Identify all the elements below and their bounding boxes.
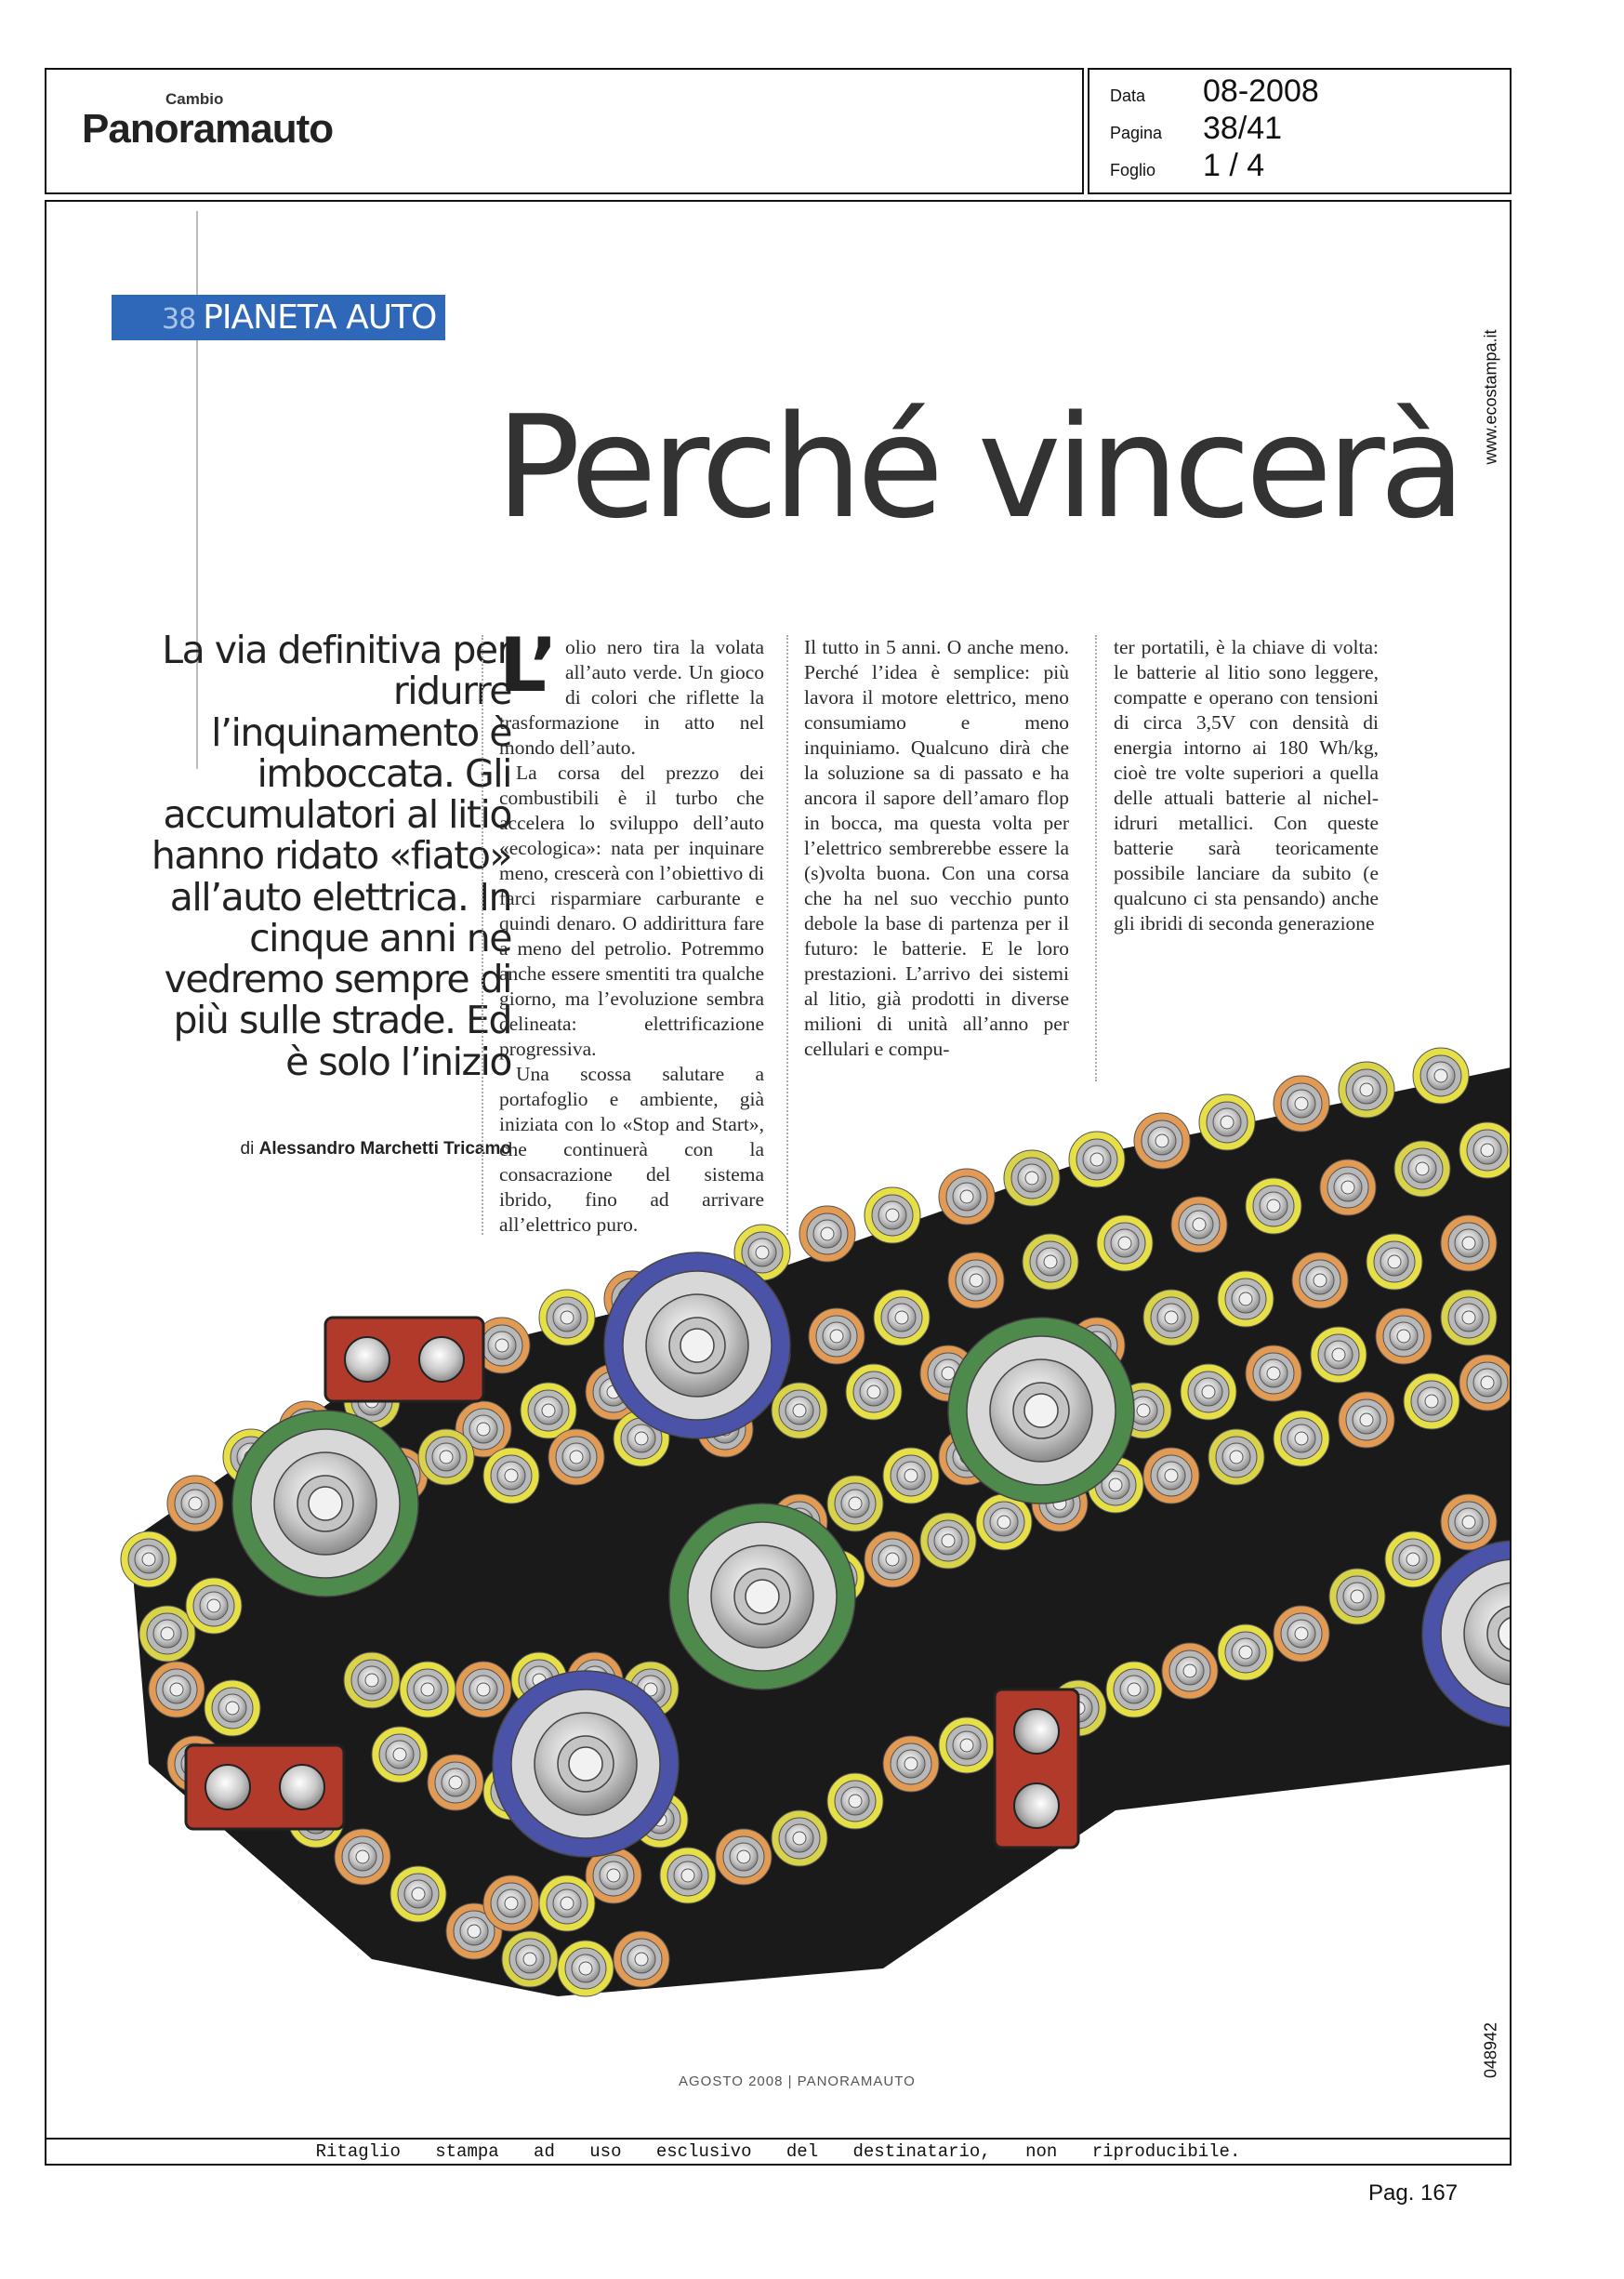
article-column-3	[1114, 635, 1379, 936]
battery-cell	[1274, 1411, 1329, 1466]
battery-cell	[483, 1875, 539, 1931]
paragraph: La corsa del prezzo dei combustibili è il turbo che accelera lo sviluppo dell’auto «ecologica»: nata per inquinare meno, crescerà con l’obiettivo di farci risparmiare carburante e quindi denaro. O addirittura fare a meno del petrolio. Potremmo anche essere smentiti tra qualche giorno, ma l’evoluzione sembra delineata: elettrificazione progressiva.	[499, 762, 764, 1060]
paragraph: Il tutto in 5 anni. O anche meno. Perché l’idea è semplice: più lavora il motore elettrico, meno consumiamo e meno inquiniamo. Qualcuno dirà che la soluzione sa di passato e ha ancora il sapore dell’amaro flop in bocca, ma questa volta per l’elettrico sembrerebbe essere la (s)volta buona. Con una corsa che ha nel suo vecchio punto debole la base di partenza per il futuro: le batterie. E le loro prestazioni. L’arrivo dei sistemi al litio, già prodotti in diverse milioni di unità all’anno per cellulari e compu-	[804, 636, 1069, 1060]
data-label: Data	[1110, 86, 1146, 105]
battery-cell	[948, 1252, 1004, 1308]
section-tag	[112, 295, 445, 340]
clipping-frame	[45, 200, 1512, 2164]
nine-volt-battery	[995, 1689, 1078, 1848]
battery-cell	[1329, 1569, 1385, 1624]
battery-cell	[772, 1383, 827, 1438]
battery-cell	[1069, 1132, 1125, 1187]
battery-cell	[1311, 1327, 1367, 1383]
battery-cell	[1404, 1373, 1459, 1429]
pagina-value: 38/41	[1203, 111, 1283, 146]
page-number: Pag. 167	[1368, 2180, 1459, 2206]
battery-cell	[1367, 1234, 1422, 1290]
section-title: PIANETA AUTO	[203, 298, 437, 337]
battery-cell	[1199, 1094, 1255, 1150]
section-page-number: 38	[162, 303, 196, 336]
battery-cell	[1143, 1448, 1199, 1504]
battery-cell	[865, 1531, 920, 1587]
paragraph: Una scossa salutare a portafoglio e ambiente, già iniziata con lo «Stop and Start», che continuerà con la consacrazione del sistema ibrido, fino ad arrivare all’elettrico puro.	[499, 1063, 764, 1236]
battery-cell	[428, 1755, 483, 1810]
battery-cell	[149, 1662, 205, 1717]
battery-cell	[205, 1680, 260, 1736]
large-battery-cell	[604, 1252, 790, 1438]
data-value: 08-2008	[1203, 73, 1319, 109]
header-logo-box	[45, 68, 1084, 194]
battery-cell	[1459, 1355, 1512, 1411]
logo-main-text: Panoramauto	[82, 106, 334, 152]
battery-cell	[1171, 1197, 1227, 1252]
battery-cell	[660, 1848, 716, 1903]
battery-cell	[939, 1169, 995, 1225]
drop-cap: L’	[499, 622, 558, 709]
battery-cell	[400, 1662, 456, 1717]
publication-logo	[82, 90, 333, 150]
battery-cell	[372, 1727, 428, 1782]
battery-cell	[846, 1364, 902, 1420]
battery-cell	[1441, 1494, 1497, 1550]
battery-cell	[1459, 1122, 1512, 1178]
battery-cell	[883, 1448, 939, 1504]
battery-cell	[1181, 1364, 1236, 1420]
large-battery-cell	[232, 1411, 418, 1597]
battery-cell	[539, 1875, 595, 1931]
battery-cell	[502, 1931, 558, 1987]
header-meta-box	[1088, 68, 1512, 194]
foglio-label: Foglio	[1110, 161, 1156, 179]
battery-cell	[1441, 1215, 1497, 1271]
battery-cell	[827, 1773, 883, 1829]
battery-cell	[865, 1187, 920, 1243]
battery-cell	[418, 1429, 474, 1485]
meta-foglio-row	[1110, 148, 1264, 184]
battery-cell	[976, 1494, 1032, 1550]
battery-cell	[121, 1531, 177, 1587]
battery-cell	[1143, 1290, 1199, 1345]
large-battery-cell	[493, 1671, 679, 1857]
battery-cell	[335, 1829, 390, 1885]
batteries-photo	[93, 1039, 1512, 2164]
battery-cell	[1218, 1624, 1274, 1680]
battery-cell	[558, 1941, 614, 1996]
battery-cell	[344, 1652, 400, 1708]
battery-cell	[1339, 1392, 1394, 1448]
meta-pagina-row	[1110, 111, 1282, 147]
nine-volt-battery	[325, 1318, 483, 1401]
nine-volt-battery	[186, 1745, 344, 1829]
battery-cell	[483, 1448, 539, 1504]
article-column-2	[804, 635, 1069, 1062]
large-battery-cell	[948, 1318, 1134, 1504]
pagina-label: Pagina	[1110, 124, 1163, 142]
battery-cell	[1413, 1048, 1469, 1104]
byline-author: Alessandro Marchetti Tricamo	[258, 1139, 511, 1159]
battery-cell	[827, 1476, 883, 1531]
battery-cell	[1208, 1429, 1264, 1485]
large-battery-cell	[669, 1504, 855, 1689]
battery-cell	[939, 1717, 995, 1773]
battery-cell	[799, 1206, 855, 1262]
foglio-value: 1 / 4	[1203, 148, 1265, 183]
battery-cell	[539, 1290, 595, 1345]
battery-cell	[772, 1810, 827, 1866]
side-website: www.ecostampa.it	[1481, 329, 1500, 465]
battery-cell	[1218, 1271, 1274, 1327]
battery-cell	[1134, 1113, 1190, 1169]
side-code: 048942	[1481, 2021, 1500, 2079]
battery-cell	[1339, 1062, 1394, 1118]
battery-cell	[1394, 1141, 1450, 1197]
battery-cell	[1441, 1290, 1497, 1345]
battery-cell	[716, 1829, 772, 1885]
battery-cell	[548, 1429, 604, 1485]
battery-cell	[186, 1578, 242, 1634]
battery-cell	[809, 1308, 865, 1364]
byline-prefix: di	[240, 1139, 255, 1159]
article-headline: Perché vincerà	[495, 385, 1460, 550]
reproduction-notice: Ritaglio stampa ad uso esclusivo del destinatario, non riproducibile.	[45, 2138, 1512, 2166]
battery-cell	[1106, 1662, 1162, 1717]
meta-data-row	[1110, 73, 1319, 110]
column-divider	[1095, 635, 1097, 1081]
battery-cell	[456, 1662, 511, 1717]
battery-cell	[1320, 1159, 1376, 1215]
battery-cell	[1385, 1531, 1441, 1587]
battery-cell	[1162, 1643, 1218, 1699]
battery-cell	[1097, 1215, 1153, 1271]
battery-cell	[1004, 1150, 1060, 1206]
battery-cell	[390, 1866, 446, 1922]
battery-cell	[920, 1513, 976, 1569]
battery-cell	[1376, 1308, 1432, 1364]
battery-cell	[1246, 1345, 1301, 1401]
battery-cell	[614, 1931, 669, 1987]
battery-cell	[874, 1290, 930, 1345]
battery-cell	[1023, 1234, 1078, 1290]
battery-cell	[1246, 1178, 1301, 1234]
logo-small-text: Cambio	[165, 90, 224, 108]
battery-cell	[167, 1476, 223, 1531]
battery-cell	[1292, 1252, 1348, 1308]
battery-cell	[1274, 1076, 1329, 1132]
paragraph: ter portatili, è la chiave di volta: le batterie al litio sono leggere, compatte e operano con tensioni di circa 3,5V con densità di energia intorno ai 180 Wh/kg, cioè tre volte superiori a quella delle attuali batterie al nichel-idruri metallici. Con queste batterie sarà teoricamente possibile lanciare da subito (e qualcuno ci sta pensando) anche gli ibridi di seconda generazione	[1114, 636, 1379, 934]
battery-cell	[1274, 1606, 1329, 1662]
battery-cell	[883, 1736, 939, 1792]
article-footer: AGOSTO 2008 | PANORAMAUTO	[679, 2074, 916, 2089]
paragraph: L’ olio nero tira la volata all’auto verde. Un gioco di colori che riflette la trasformazione in atto nel mondo dell’auto.	[499, 622, 764, 759]
article-standfirst: La via definitiva per ridurre l’inquinamento è imboccata. Gli accumulatori al litio hanno ridato «fiato» all’auto elettrica. In cinque anni ne vedremo sempre di più sulle strade. Ed è solo l’inizio	[151, 628, 511, 1084]
